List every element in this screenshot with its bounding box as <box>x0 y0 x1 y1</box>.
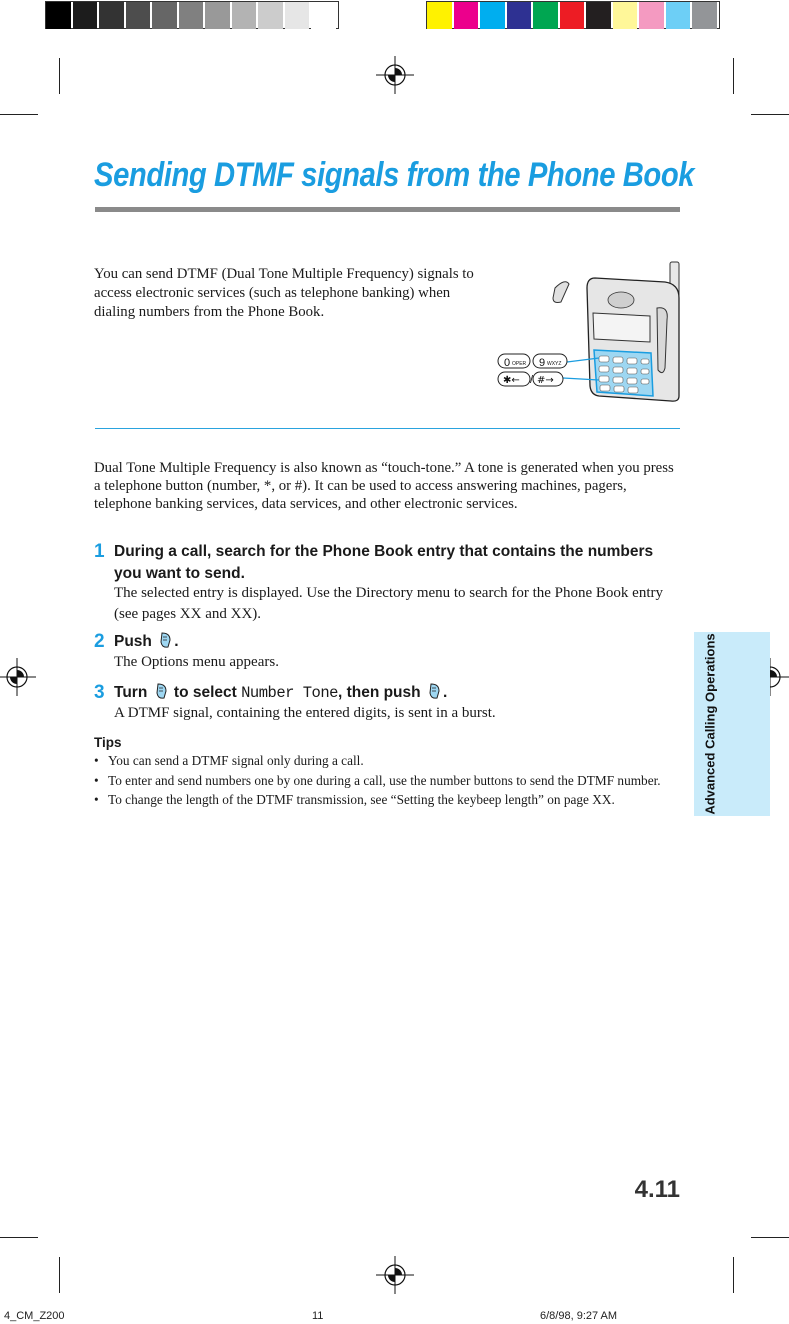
step-body: The selected entry is displayed. Use the Directory menu to search for the Phone Book entry (see pages XX and XX). <box>114 585 664 622</box>
color-swatch <box>285 2 310 29</box>
step-heading-text: to select <box>173 684 237 701</box>
step-heading-text: . <box>442 684 448 701</box>
color-swatch <box>73 2 98 29</box>
color-swatch <box>560 2 585 29</box>
step-number: 1 <box>94 541 105 562</box>
chapter-side-label <box>694 632 726 816</box>
tips-heading: Tips <box>94 735 122 750</box>
title-underline <box>95 207 680 212</box>
color-swatch <box>258 2 283 29</box>
jog-dial-push-icon <box>427 683 441 700</box>
key-0-sublabel: OPER <box>512 361 527 367</box>
tip-text: To enter and send numbers one by one during a call, use the number buttons to send the DTMF number. <box>108 772 661 788</box>
color-swatch <box>613 2 638 29</box>
key-separator: / <box>530 374 534 386</box>
list-item <box>94 792 684 809</box>
color-swatch <box>533 2 558 29</box>
color-swatch <box>232 2 257 29</box>
bullet: • <box>94 792 99 807</box>
section-divider <box>95 428 680 429</box>
step-heading <box>114 682 674 704</box>
color-swatch <box>126 2 151 29</box>
color-swatch <box>507 2 532 29</box>
jog-dial-turn-icon <box>154 683 168 700</box>
step-heading <box>114 631 674 653</box>
step-number: 3 <box>94 682 105 703</box>
color-swatch <box>99 2 124 29</box>
footer-page: 11 <box>312 1310 324 1322</box>
step-heading-text: . <box>174 633 179 650</box>
step-body: The Options menu appears. <box>114 654 279 670</box>
color-swatch <box>179 2 204 29</box>
tip-text: You can send a DTMF signal only during a call. <box>108 753 364 768</box>
key-9-label: 9 <box>539 357 546 369</box>
phone-illustration <box>495 258 690 403</box>
color-swatch <box>692 2 717 29</box>
color-swatch <box>666 2 691 29</box>
footer-timestamp: 6/8/98, 9:27 AM <box>540 1310 618 1322</box>
step-number: 2 <box>94 631 105 652</box>
color-swatch <box>205 2 230 29</box>
step-heading-text: Turn <box>114 684 148 701</box>
page-number: 4.11 <box>634 1176 680 1203</box>
step-heading: During a call, search for the Phone Book entry that contains the numbers you want to send. <box>114 543 654 582</box>
key-0-label: 0 <box>504 357 511 369</box>
jog-dial-push-icon <box>158 632 172 649</box>
color-swatch <box>639 2 664 29</box>
bullet: • <box>94 772 99 788</box>
description-paragraph: Dual Tone Multiple Frequency is also known as “touch-tone.” A tone is generated when you press a telephone button (number, *, or #). It can be used to access answering machines, pagers, telephone banking services, data services, and other electronic services. <box>94 460 674 512</box>
color-swatch <box>311 2 336 29</box>
registration-target-icon <box>376 56 414 94</box>
color-swatch <box>454 2 479 29</box>
registration-target-icon <box>376 1256 414 1294</box>
color-swatch <box>480 2 505 29</box>
key-star-label: ✱← <box>503 375 520 386</box>
step-heading-text: , then push <box>337 684 421 701</box>
list-item <box>94 773 684 790</box>
color-swatch <box>46 2 71 29</box>
color-swatch <box>427 2 452 29</box>
key-9-sublabel: WXYZ <box>547 361 562 367</box>
footer-filename: 4_CM_Z200 <box>4 1310 65 1322</box>
list-item <box>94 753 684 770</box>
chapter-label-text: Advanced Calling Operations <box>702 633 718 815</box>
intro-paragraph: You can send DTMF (Dual Tone Multiple Frequency) signals to access electronic services (such as telephone banking) when dialing numbers from the Phone Book. <box>94 266 474 320</box>
key-hash-label: #→ <box>537 375 554 386</box>
color-swatch <box>586 2 611 29</box>
bullet: • <box>94 753 99 768</box>
menu-item-name: Number Tone <box>241 684 338 702</box>
page-title: Sending DTMF signals from the Phone Book <box>94 156 695 194</box>
tips-list <box>94 753 684 812</box>
step-body: A DTMF signal, containing the entered digits, is sent in a burst. <box>114 705 496 721</box>
tip-text: To change the length of the DTMF transmission, see “Setting the keybeep length” on page XX. <box>108 792 615 807</box>
step-heading-text: Push <box>114 633 152 650</box>
color-swatch <box>152 2 177 29</box>
registration-target-icon <box>0 658 36 696</box>
